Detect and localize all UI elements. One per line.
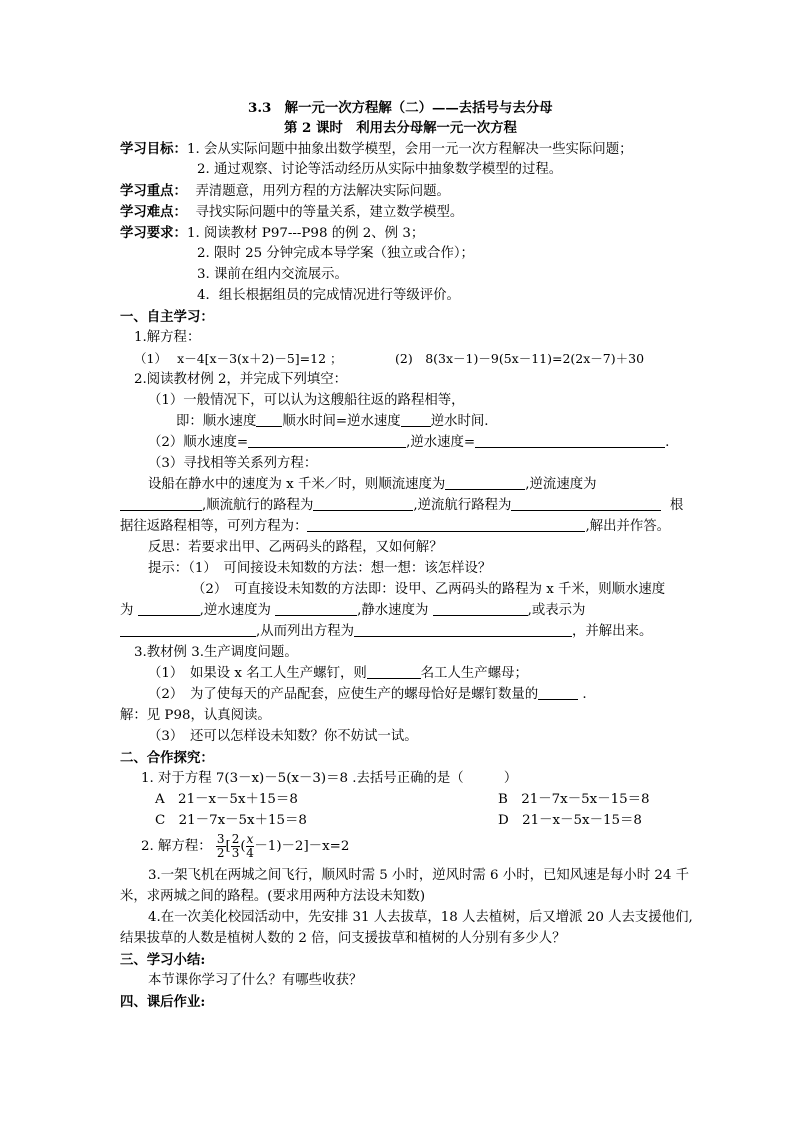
answer-blank[interactable]	[120, 622, 256, 637]
s1-hint2: （2） 可直接设未知数的方法即：设甲、乙两码头的路程为 x 千米，则顺水速度	[192, 582, 666, 597]
difficulty	[120, 202, 463, 223]
s2-option-b: B 21－7x－5x－15＝8	[498, 792, 650, 807]
s1-q2-3: （3）寻找相等关系列方程：	[148, 456, 318, 471]
text-segment: ,逆水速度为	[199, 603, 271, 618]
text-segment: (	[240, 839, 246, 854]
requirement-4: 4．组长根据组员的完成情况进行等级评价。	[197, 288, 460, 303]
s1-hint3	[120, 601, 585, 621]
s2-q3-line2: 米，求两城之间的路程。(要求用两种方法设未知数)	[120, 889, 426, 904]
fraction	[216, 833, 226, 860]
section2-heading: 二、合作探究：	[120, 750, 214, 766]
difficulty-label: 学习难点：	[120, 204, 187, 220]
answer-blank[interactable]	[248, 433, 406, 448]
s1-hint1: 提示：（1） 可间接设未知数的方法：想一想：该怎样设？	[148, 561, 492, 576]
answer-blank[interactable]	[475, 433, 665, 448]
answer-blank[interactable]	[433, 601, 528, 616]
s2-q2-equation	[141, 832, 349, 862]
answer-blank[interactable]	[256, 412, 282, 427]
numerator: 2	[231, 832, 240, 846]
s1-q1-a: （1） x－4[x－3(x＋2)－5]=12 ；	[134, 351, 343, 366]
s1-q3-1	[148, 664, 528, 684]
text-segment: ,逆流航行路程为	[413, 498, 512, 513]
text-segment: 为	[120, 603, 134, 618]
text-segment: 设船在静水中的速度为 x 千米／时，则顺流速度为	[148, 477, 446, 492]
focus	[120, 181, 450, 202]
answer-blank[interactable]	[511, 496, 661, 511]
s2-option-c: C 21－7x－5x＋15＝8	[155, 813, 307, 828]
text-segment: 据往返路程相等，可列方程为：	[120, 519, 308, 534]
text-segment: 2. 解方程：	[141, 839, 212, 854]
text-segment: ,静水速度为	[357, 603, 429, 618]
s1-para2	[120, 496, 683, 516]
answer-blank[interactable]	[354, 622, 572, 637]
s1-q2-1: （1）一般情况下，可以认为这艘船往返的路程相等，	[148, 393, 465, 408]
objective-2: 2. 通过观察、讨论等活动经历从实际中抽象数学模型的过程。	[197, 162, 563, 177]
text-segment: 根	[669, 498, 684, 513]
text-segment: （2） 为了使每天的产品配套，应使生产的螺母恰好是螺钉数量的	[148, 687, 539, 702]
answer-blank[interactable]	[538, 685, 578, 700]
title-line2: 第 2 课时 利用去分母解一元一次方程	[284, 120, 517, 136]
focus-text: 弄清题意，用列方程的方法解决实际问题。	[195, 184, 450, 199]
requirements-label: 学习要求：	[120, 225, 187, 241]
text-segment: ,解出并作答。	[585, 519, 671, 534]
s2-option-a: A 21－x－5x＋15＝8	[155, 792, 298, 807]
requirement-1: 1. 阅读教材 P97---P98 的例 2、例 3；	[186, 226, 425, 241]
s1-hint4	[120, 622, 652, 642]
text-segment: ,逆流速度为	[525, 477, 597, 492]
s1-reflect: 反思：若要求出甲、乙两码头的路程，又如何解？	[148, 540, 443, 555]
requirement-2: 2. 限时 25 分钟完成本导学案（独立或合作）；	[197, 246, 474, 261]
s1-q3-3: （3） 还可以怎样设未知数？你不妨试一试。	[148, 729, 418, 744]
fraction	[231, 833, 241, 860]
answer-blank[interactable]	[120, 496, 202, 511]
objectives	[120, 139, 632, 160]
s2-q4-line2: 结果拔草的人数是植树人数的 2 倍，问支援拔草和植树的人分别有多少人？	[120, 931, 566, 946]
text-segment: 即：顺水速度	[176, 414, 257, 429]
denominator: 2	[216, 846, 225, 860]
text-segment: ,顺流航行的路程为	[202, 498, 314, 513]
text-segment: （1） 如果设 x 名工人生产螺钉，则	[148, 666, 367, 681]
text-segment: ,逆水速度=	[406, 435, 476, 450]
s2-q3-line1: 3.一架飞机在两城之间飞行，顺风时需 5 小时，逆风时需 6 小时，已知风速是每小时 24 千	[148, 868, 690, 883]
s1-para1	[148, 475, 597, 495]
difficulty-text: 寻找实际问题中的等量关系，建立数学模型。	[195, 205, 464, 220]
answer-blank[interactable]	[445, 475, 525, 490]
s1-q1-b: (2) 8(3x－1)－9(5x－11)=2(2x－7)＋30	[395, 351, 645, 366]
s3-text: 本节课你学习了什么？有哪些收获？	[148, 973, 363, 988]
text-segment: 逆水时间.	[430, 414, 489, 429]
answer-blank[interactable]	[307, 517, 585, 532]
text-segment: .	[582, 687, 587, 702]
answer-blank[interactable]	[138, 601, 200, 616]
requirements	[120, 223, 424, 244]
focus-label: 学习重点：	[120, 183, 187, 199]
text-segment: ,或表示为	[527, 603, 586, 618]
denominator: 3	[231, 846, 240, 860]
text-segment: ，并解出来。	[572, 624, 653, 639]
answer-blank[interactable]	[367, 664, 421, 679]
text-segment: ,从而列出方程为	[256, 624, 354, 639]
text-segment: [	[225, 839, 231, 854]
text-segment: 名工人生产螺母；	[420, 666, 528, 681]
s1-q2-2	[148, 433, 669, 453]
s2-q1: 1. 对于方程 7(3－x)－5(x－3)＝8 .去括号正确的是（ ）	[141, 771, 518, 786]
text-segment: －1)－2]－x=2	[254, 839, 350, 854]
objectives-label: 学习目标：	[120, 141, 187, 157]
s1-answer: 解：见 P98，认真阅读。	[120, 708, 271, 723]
s1-para3	[120, 517, 670, 537]
s1-q2-1b	[176, 412, 489, 432]
numerator: x	[246, 832, 254, 846]
s1-q3-label: 3.教材例 3.生产调度问题。	[134, 645, 298, 660]
objective-1: 1. 会从实际问题中抽象出数学模型，会用一元一次方程解决一些实际问题；	[186, 142, 633, 157]
text-segment: .	[665, 435, 670, 450]
title-line1: 3.3 解一元一次方程解（二）——去括号与去分母	[248, 100, 553, 116]
section3-heading: 三、学习小结:	[120, 952, 206, 968]
s1-q2-label: 2.阅读教材例 2，并完成下列填空：	[134, 372, 348, 387]
s2-option-d: D 21－x－5x－15＝8	[498, 813, 642, 828]
answer-blank[interactable]	[401, 412, 431, 427]
answer-blank[interactable]	[313, 496, 413, 511]
requirement-3: 3. 课前在组内交流展示。	[197, 267, 348, 282]
section4-heading: 四、课后作业:	[120, 994, 206, 1010]
answer-blank[interactable]	[275, 601, 357, 616]
denominator: 4	[246, 846, 254, 860]
s1-q1-label: 1.解方程：	[134, 330, 201, 345]
s2-q4-line1: 4.在一次美化校园活动中，先安排 31 人去拔草，18 人去植树，后又增派 20 人去支援他们,	[148, 910, 693, 925]
numerator: 3	[216, 832, 225, 846]
text-segment: （2）顺水速度=	[148, 435, 249, 450]
section1-heading: 一、自主学习：	[120, 309, 214, 325]
text-segment: 顺水时间=逆水速度	[282, 414, 401, 429]
s1-q3-2	[148, 685, 587, 705]
